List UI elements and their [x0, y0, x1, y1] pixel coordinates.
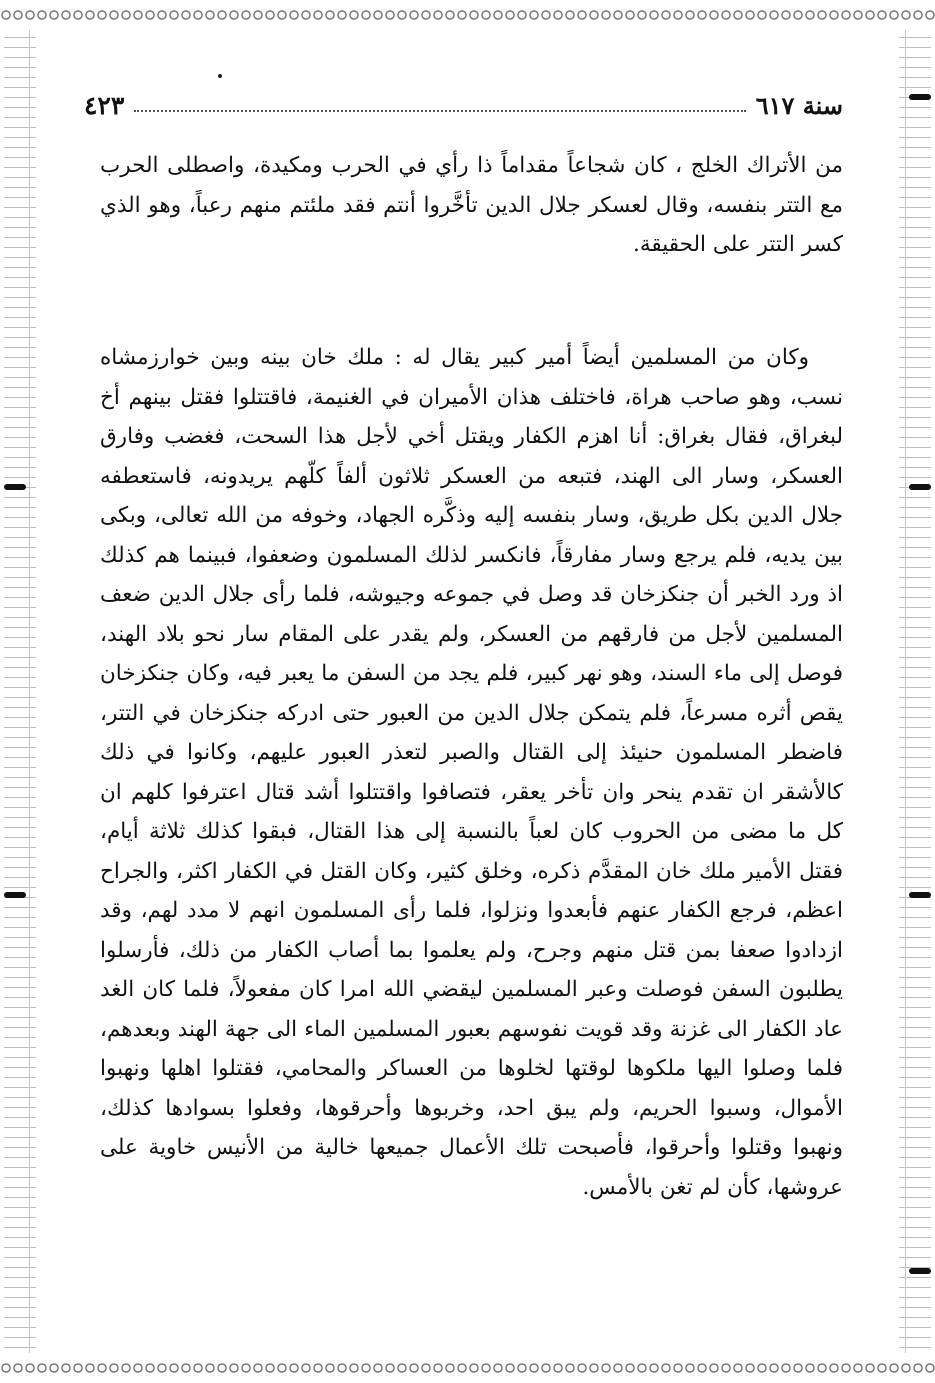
header-leader-dots [134, 110, 745, 112]
ornamental-border-top [0, 0, 935, 30]
paragraph-text: من الأتراك الخلج ، كان شجاعاً مقداماً ذا رأي في الحرب ومكيدة، واصطلى الحرب مع التتر بنفسه، وقال لعسكر جلال الدين تأخَّروا أنتم فقد ملئتم منهم رعباً، وهو الذي كسر التتر على الحقيقة. [100, 153, 843, 257]
margin-mark [4, 892, 26, 898]
margin-mark [909, 1268, 931, 1274]
ornamental-border-right [899, 30, 931, 1353]
running-header [84, 88, 843, 122]
margin-mark [909, 94, 931, 100]
margin-mark [4, 484, 26, 490]
year-heading: سنة ٦١٧ [755, 90, 843, 120]
paragraph-continued [100, 146, 843, 265]
margin-mark [909, 892, 931, 898]
print-speck [218, 74, 222, 78]
paragraph-text: وكان من المسلمين أيضاً أمير كبير يقال له : ملك خان بينه وبين خوارزمشاه نسب، وهو صاحب هراة، فاختلف هذان الأميران في الغنيمة، فاقتتلوا فقتل بينهم أخ لبغراق، فقال بغراق: أنا اهزم الكفار ويقتل أخي لأجل هذا السحت، فغضب وفارق العسكر، وسار الى الهند، فتبعه من العسكر ثلاثون ألفاً كلّهم يريدونه، فاستعطفه جلال الدين بكل طريق، وسار بنفسه إليه وذكَّره الجهاد، وخوفه من الله تعالى، وبكى بين يديه، فلم يرجع وسار مفارقاً، فانكسر لذلك المسلمون وضعفوا، فبينما هم كذلك اذ ورد الخبر أن جنكزخان قد وصل في جموعه وجيوشه، فلما رأى جلال الدين ضعف المسلمين لأجل من فارقهم من العسكر، ولم يقدر على المقام سار نحو بلاد الهند، فوصل إلى ماء السند، وهو نهر كبير، فلم يجد من السفن ما يعبر فيه، وكان جنكزخان يقص أثره مسرعاً، فلم يتمكن جلال الدين من العبور حتى ادركه جنكزخان في التتر، فاضطر المسلمون حنيئذ إلى القتال والصبر لتعذر العبور عليهم، وكانوا في ذلك كالأشقر ان تقدم ينحر وان تأخر يعقر، فتصافوا واقتتلوا أشد قتال اعترفوا كلهم ان كل ما مضى من الحروب كان لعباً بالنسبة إلى هذا القتال، فبقوا كذلك ثلاثة أيام، فقتل الأمير ملك خان المقدَّم ذكره، وخلق كثير، وكان القتل في الكفار اكثر، والجراح اعظم، فرجع الكفار عنهم فأبعدوا ونزلوا، فلما رأى المسلمون انهم لا مدد لهم، وقد ازدادوا صعفا بمن قتل منهم وجرح، ولم يعلموا بما أصاب الكفار من ذلك، فأرسلوا يطلبون السفن فوصلت وعبر المسلمين ليقضي الله امرا كان مفعولاً، فلما كان الغد عاد الكفار الى غزنة وقد قويت نفوسهم بعبور المسلمين الماء الى جهة الهند وبعدهم، فلما وصلوا اليها ملكوها لوقتها لخلوها من العساكر والمحامي، فقتلوا اهلها ونهبوا الأموال، وسبوا الحريم، ولم يبق احد، وخربوها وأحرقوها، وفعلوا بسوادها كذلك، ونهبوا وقتلوا وأحرقوا، فأصبحت تلك الأعمال جميعها خالية من الأنيس خاوية على عروشها، كأن لم تغن بالأمس. [100, 345, 843, 1200]
ornamental-border-left [4, 30, 36, 1353]
ornamental-border-bottom [0, 1353, 935, 1383]
margin-mark [909, 484, 931, 490]
page-number: ٤٢٣ [84, 90, 125, 120]
paragraph-main [100, 338, 843, 1207]
